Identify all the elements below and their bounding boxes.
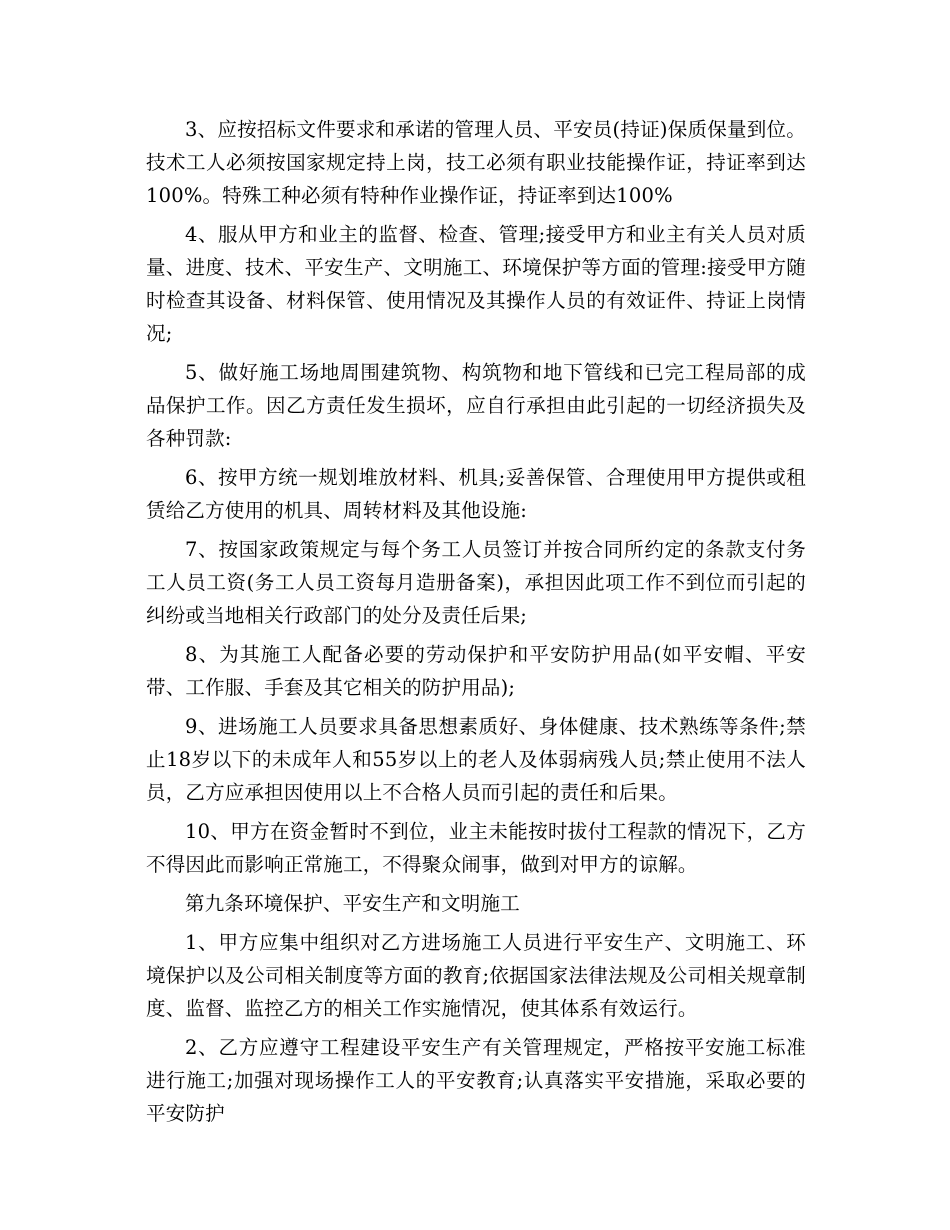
paragraph-clause-7: 7、按国家政策规定与每个务工人员签订并按合同所约定的条款支付务工人员工资(务工人员工资每月造册备案)，承担因此项工作不到位而引起的纠纷或当地相关行政部门的处分及责任后果; bbox=[146, 538, 806, 627]
paragraph-clause-3: 3、应按招标文件要求和承诺的管理人员、平安员(持证)保质保量到位。技术工人必须按国家规定持上岗，技工必须有职业技能操作证，持证率到达100%。特殊工种必须有特种作业操作证，持证率到达100% bbox=[146, 118, 806, 207]
paragraph-clause-10: 10、甲方在资金暂时不到位，业主未能按时拔付工程款的情况下，乙方不得因此而影响正常施工，不得聚众闹事，做到对甲方的谅解。 bbox=[146, 820, 806, 876]
document-body bbox=[146, 113, 806, 1136]
paragraph-clause-8: 8、为其施工人配备必要的劳动保护和平安防护用品(如平安帽、平安带、工作服、手套及其它相关的防护用品); bbox=[146, 643, 806, 699]
paragraph-clause-5: 5、做好施工场地周围建筑物、构筑物和地下管线和已完工程局部的成品保护工作。因乙方责任发生损坏，应自行承担由此引起的一切经济损失及各种罚款: bbox=[146, 361, 806, 450]
paragraph-clause-6: 6、按甲方统一规划堆放材料、机具;妥善保管、合理使用甲方提供或租赁给乙方使用的机具、周转材料及其他设施: bbox=[146, 466, 806, 522]
section-heading-article-9: 第九条环境保护、平安生产和文明施工 bbox=[185, 892, 520, 915]
paragraph-clause-9: 9、进场施工人员要求具备思想素质好、身体健康、技术熟练等条件;禁止18岁以下的未成年人和55岁以上的老人及体弱病残人员;禁止使用不法人员，乙方应承担因使用以上不合格人员而引起的责任和后果。 bbox=[146, 715, 806, 804]
paragraph-article-9-clause-2: 2、乙方应遵守工程建设平安生产有关管理规定，严格按平安施工标准进行施工;加强对现场操作工人的平安教育;认真落实平安措施，采取必要的平安防护 bbox=[146, 1036, 806, 1125]
paragraph-clause-4: 4、服从甲方和业主的监督、检查、管理;接受甲方和业主有关人员对质量、进度、技术、平安生产、文明施工、环境保护等方面的管理:接受甲方随时检查其设备、材料保管、使用情况及其操作人员的有效证件、持证上岗情况; bbox=[146, 223, 806, 345]
paragraph-article-9-clause-1: 1、甲方应集中组织对乙方进场施工人员进行平安生产、文明施工、环境保护以及公司相关制度等方面的教育;依据国家法律法规及公司相关规章制度、监督、监控乙方的相关工作实施情况，使其体系有效运行。 bbox=[146, 931, 806, 1020]
